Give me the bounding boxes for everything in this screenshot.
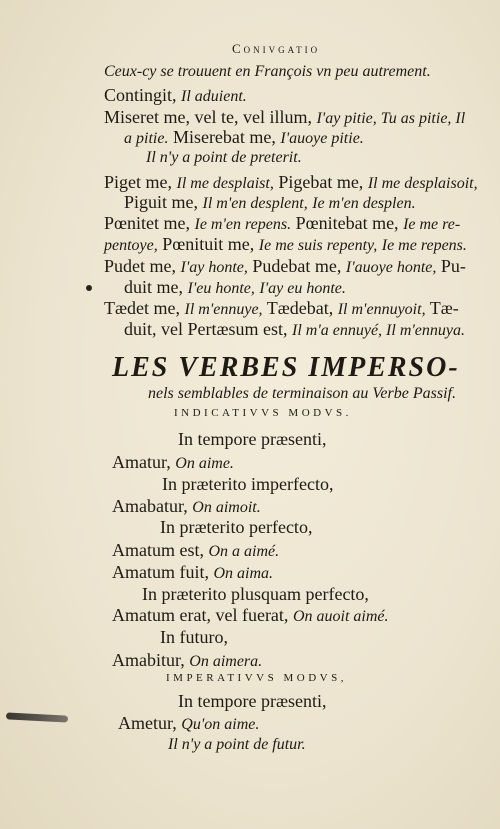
tense-heading: In præterito imperfecto, [162, 474, 334, 494]
tense-heading: In tempore præsenti, [178, 429, 327, 449]
bullet-mark [86, 285, 92, 291]
mood-heading: IMPERATIVVS MODVS, [166, 672, 347, 684]
conjugation-line: Amabatur, On aimoit. [112, 496, 261, 516]
conjugation-line: Amatum fuit, On aima. [112, 562, 274, 582]
conjugation-line: Amatum est, On a aimé. [112, 540, 280, 560]
text-line: Tædet me, Il m'ennuye, Tædebat, Il m'ennuyoit, Tæ- [104, 298, 459, 318]
text-line: a pitie. Miserebat me, I'auoye pitie. [124, 127, 364, 147]
text-line: Piguit me, Il m'en desplent, Ie m'en desplen. [124, 192, 416, 212]
text-line: Piget me, Il me desplaist, Pigebat me, Il me desplaisoit, [104, 172, 478, 192]
section-heading: LES VERBES IMPERSO- [112, 352, 460, 383]
conjugation-line: Ametur, Qu'on aime. [118, 713, 260, 733]
tense-heading: In præterito plusquam perfecto, [142, 584, 369, 604]
tense-heading: In præterito perfecto, [160, 517, 313, 537]
conjugation-line: Amatur, On aime. [112, 452, 234, 472]
note-line: Il n'y a point de futur. [168, 736, 306, 753]
text-line: Miseret me, vel te, vel illum, I'ay pitie, Tu as pitie, Il [104, 107, 466, 127]
text-line: Ceux-cy se trouuent en François vn peu autrement. [104, 63, 431, 80]
text-line: Pudet me, I'ay honte, Pudebat me, I'auoye honte, Pu- [104, 256, 466, 276]
text-line: pentoye, Pœnituit me, Ie me suis repenty, Ie me repens. [104, 234, 467, 254]
text-line: duit me, I'eu honte, I'ay eu honte. [124, 277, 346, 297]
tense-heading: In tempore præsenti, [178, 691, 327, 711]
running-head: Conivgatio [232, 41, 321, 56]
mood-heading: INDICATIVVS MODVS. [174, 407, 352, 419]
conjugation-line: Amatum erat, vel fuerat, On auoit aimé. [112, 605, 389, 625]
conjugation-line: Amabitur, On aimera. [112, 650, 263, 670]
section-subheading: nels semblables de terminaison au Verbe Passif. [148, 385, 456, 402]
tense-heading: In futuro, [160, 627, 228, 647]
text-line: Pœnitet me, Ie m'en repens. Pœnitebat me, Ie me re- [104, 213, 461, 233]
text-line: Il n'y a point de preterit. [146, 149, 302, 166]
stray-ink-mark [6, 712, 68, 722]
text-line: Contingit, Il aduient. [104, 85, 247, 105]
text-line: duit, vel Pertæsum est, Il m'a ennuyé, Il m'ennuya. [124, 319, 466, 339]
